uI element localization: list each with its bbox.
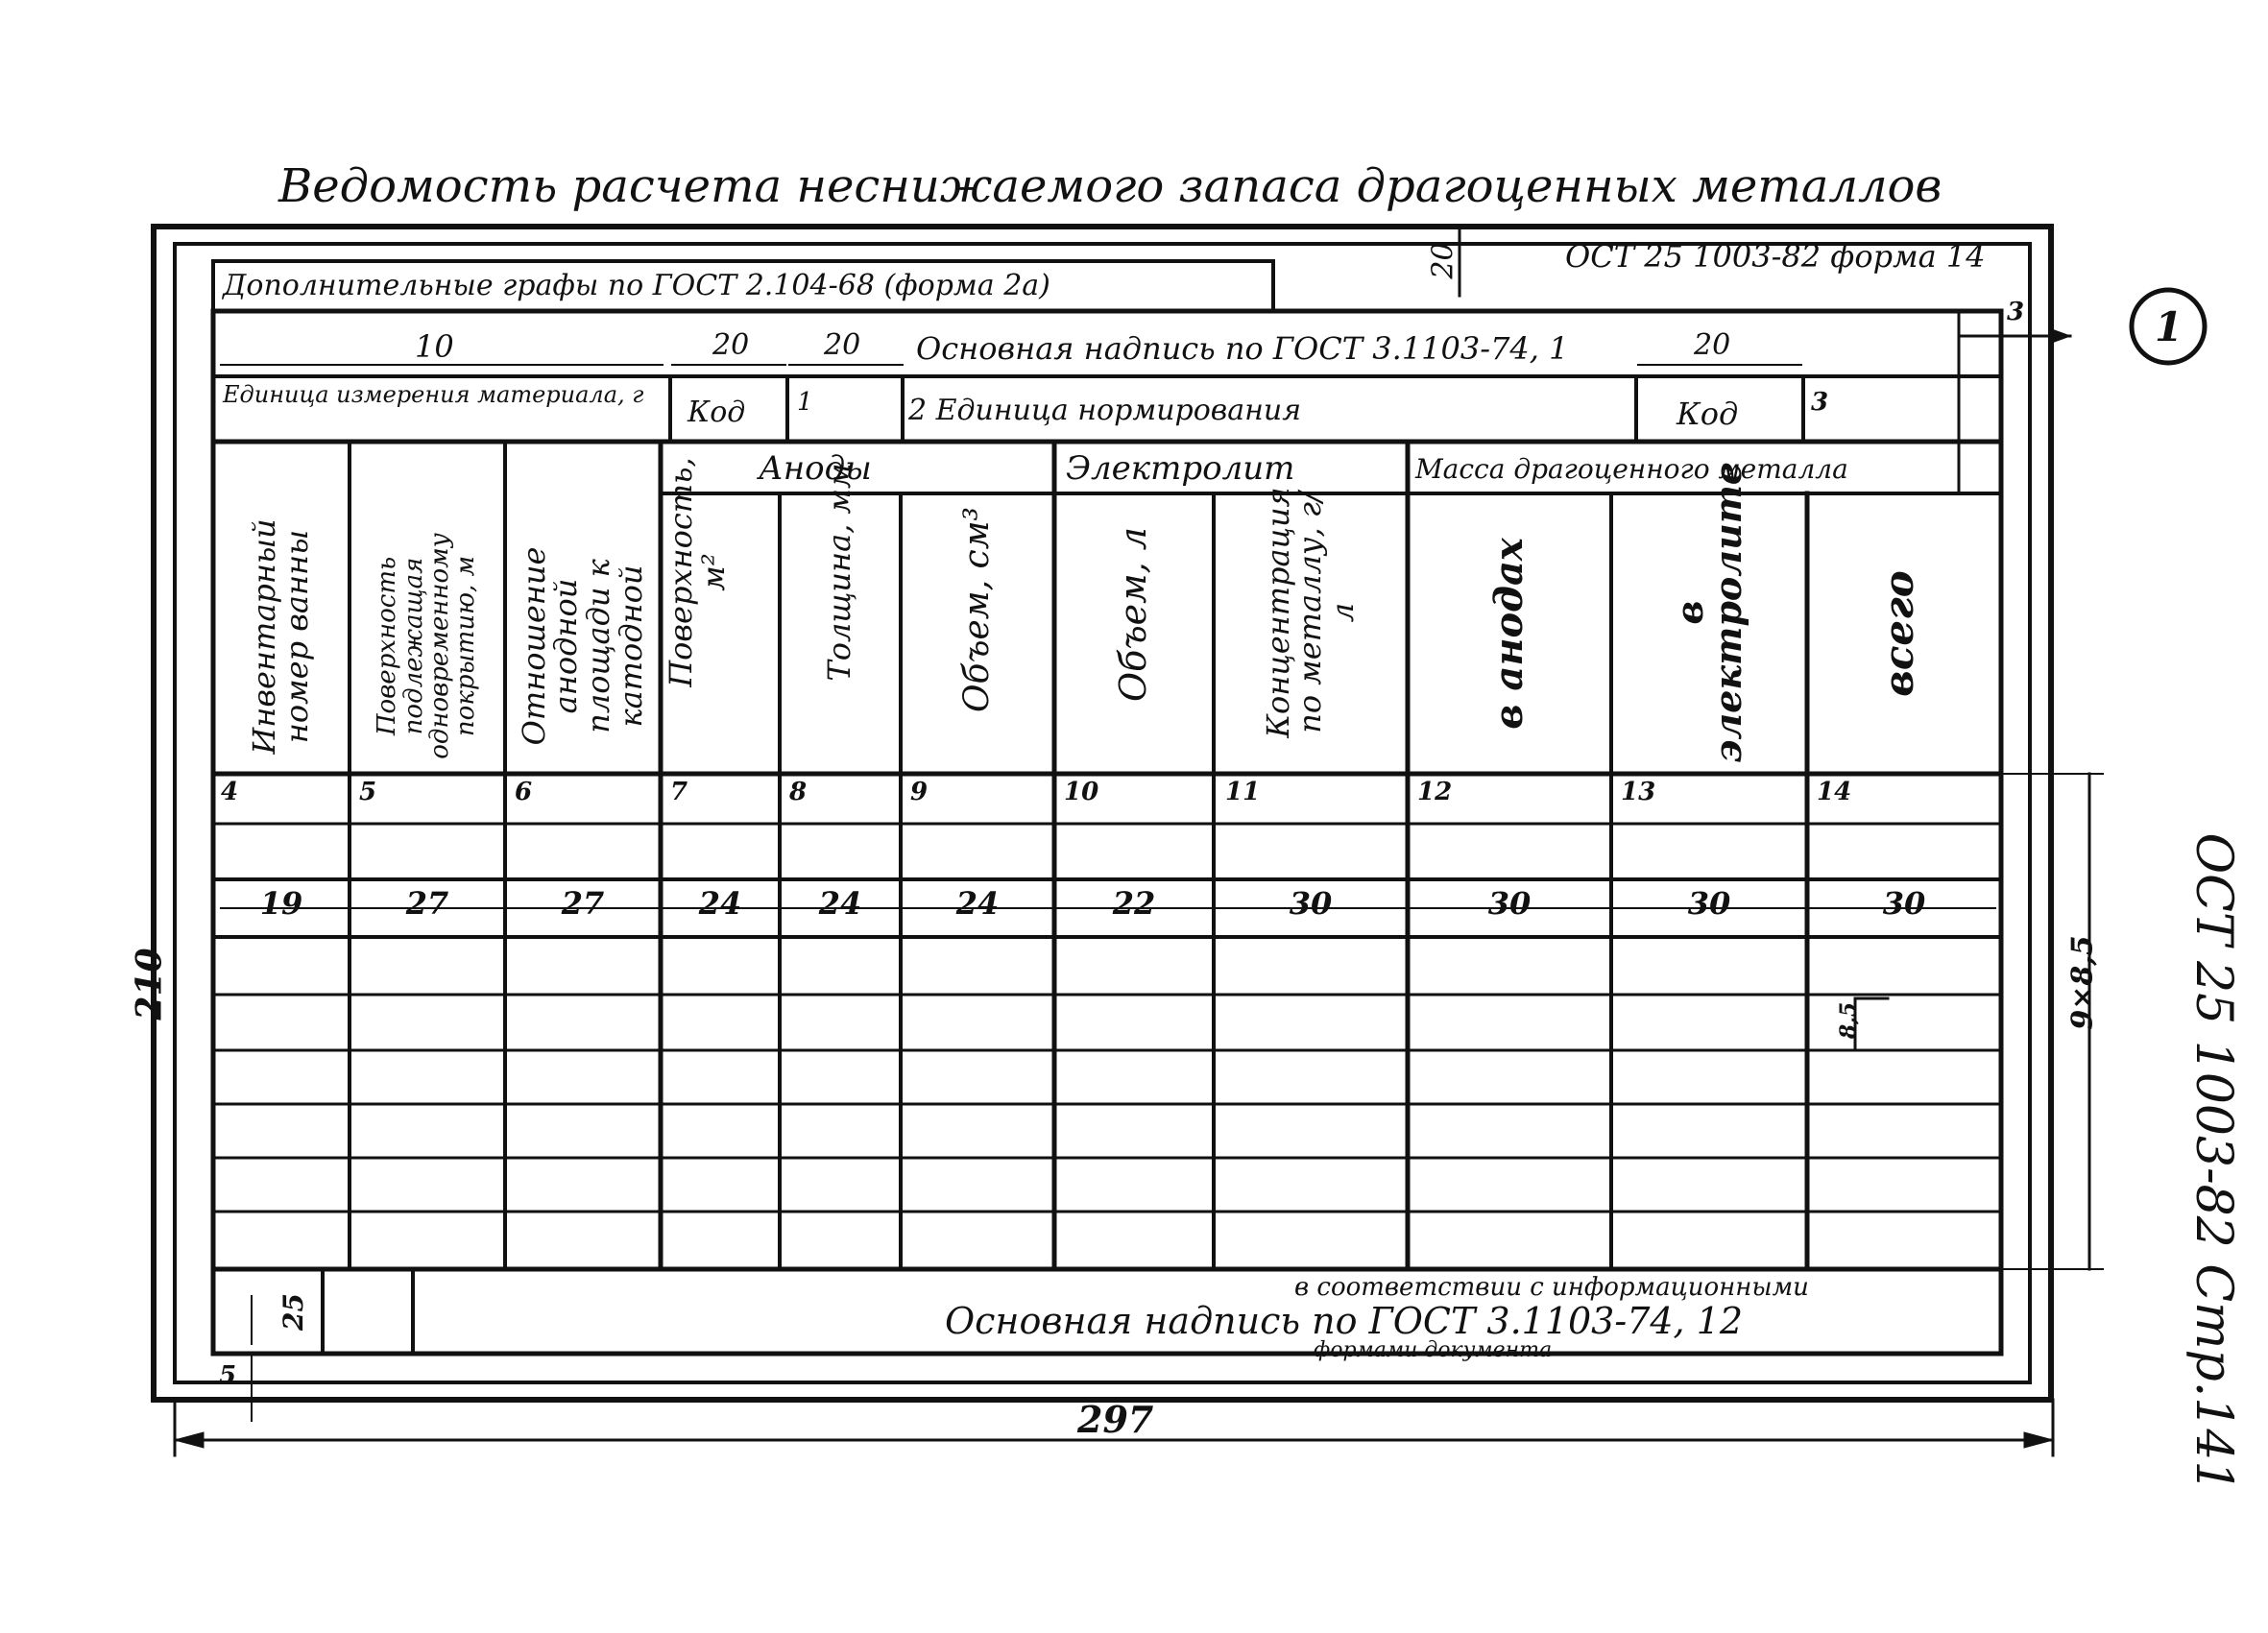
footer-margin-dim: 5 <box>219 1361 237 1390</box>
col-width-9: 24 <box>955 885 1000 922</box>
header-col-11: Концентрация по металлу, г/л <box>1259 487 1361 738</box>
col-num-13: 13 <box>1621 778 1656 806</box>
col-width-11: 30 <box>1289 885 1333 922</box>
group-electrolyte: Электролит <box>1066 449 1295 488</box>
extra-columns-note: Дополнительные графы по ГОСТ 2.104-68 (форма 2а) <box>223 269 1050 302</box>
col-width-6: 27 <box>561 885 605 922</box>
sheet-mark: 1 <box>2155 303 2184 350</box>
col-num-8: 8 <box>789 778 808 806</box>
col-width-12: 30 <box>1487 885 1532 922</box>
col-num-9: 9 <box>910 778 929 806</box>
strip-dim-right: 20 <box>1694 328 1731 362</box>
rows-pitch-dim: 9×8,5 <box>2065 935 2100 1030</box>
units-cell-1: 1 <box>797 388 813 417</box>
footer-main-label: Основная надпись по ГОСТ 3.1103-74, 12 <box>945 1300 1744 1342</box>
col-width-7: 24 <box>698 885 742 922</box>
header-col-8: Толщина, мм <box>821 463 858 682</box>
strip-dim-b: 20 <box>824 328 861 362</box>
header-col-7: Поверхность, м² <box>663 457 732 687</box>
row-height-dim: 8,5 <box>1836 1001 1862 1040</box>
material-unit-label: Единица измерения материала, г <box>223 381 644 408</box>
units-cell-3: 3 <box>1811 388 1829 417</box>
col-width-8: 24 <box>818 885 862 922</box>
height-total-dim: 210 <box>129 948 170 1021</box>
header-col-10: Объем, л <box>1112 526 1155 703</box>
col-width-4: 19 <box>259 885 303 922</box>
strip-dim-corner: 3 <box>2007 298 2025 326</box>
col-num-7: 7 <box>670 778 688 806</box>
header-col-6: Отношение анодной площади к катодной <box>515 546 649 746</box>
top-dim-label: 20 <box>1426 242 1460 279</box>
header-col-5: Поверхность подлежащая одновременному покрытию, м <box>373 533 481 759</box>
strip-dim-a: 20 <box>712 328 750 362</box>
side-stamp: ОСТ 25 1003-82 Стр.141 <box>2184 832 2242 1493</box>
col-width-13: 30 <box>1687 885 1731 922</box>
form-reference: ОСТ 25 1003-82 форма 14 <box>1565 238 1986 275</box>
header-col-4: Инвентарный номер ванны <box>246 518 315 755</box>
col-width-10: 22 <box>1112 885 1156 922</box>
code-label-2: Код <box>1677 396 1739 432</box>
strip-main-label: Основная надпись по ГОСТ 3.1103-74, 1 <box>916 330 1569 367</box>
col-num-5: 5 <box>359 778 377 806</box>
footer-bottom-left-dim: 25 <box>277 1293 309 1331</box>
col-num-14: 14 <box>1817 778 1852 806</box>
width-total-dim: 297 <box>1077 1398 1154 1441</box>
col-num-10: 10 <box>1064 778 1099 806</box>
unit-of-rationing: 2 Единица нормирования <box>908 394 1302 427</box>
group-metal-mass: Масса драгоценного металла <box>1415 453 1848 485</box>
col-width-5: 27 <box>405 885 449 922</box>
strip-dim-left: 10 <box>415 328 454 365</box>
header-col-13: в электролите <box>1668 461 1749 764</box>
col-num-12: 12 <box>1417 778 1453 806</box>
header-col-14: всего <box>1874 570 1922 697</box>
col-width-14: 30 <box>1882 885 1926 922</box>
header-col-12: в анодах <box>1486 538 1532 730</box>
header-col-9: Объем, см³ <box>957 507 998 712</box>
col-num-6: 6 <box>515 778 533 806</box>
col-num-4: 4 <box>221 778 239 806</box>
code-label: Код <box>688 396 746 429</box>
footer-note-above: в соответствии с информационными <box>1294 1273 1809 1302</box>
footer-note-below: формами документа <box>1314 1338 1553 1362</box>
col-num-11: 11 <box>1225 778 1261 806</box>
group-anodes: Аноды <box>759 449 872 488</box>
page-title: Ведомость расчета неснижаемого запаса драгоценных металлов <box>278 159 1942 213</box>
